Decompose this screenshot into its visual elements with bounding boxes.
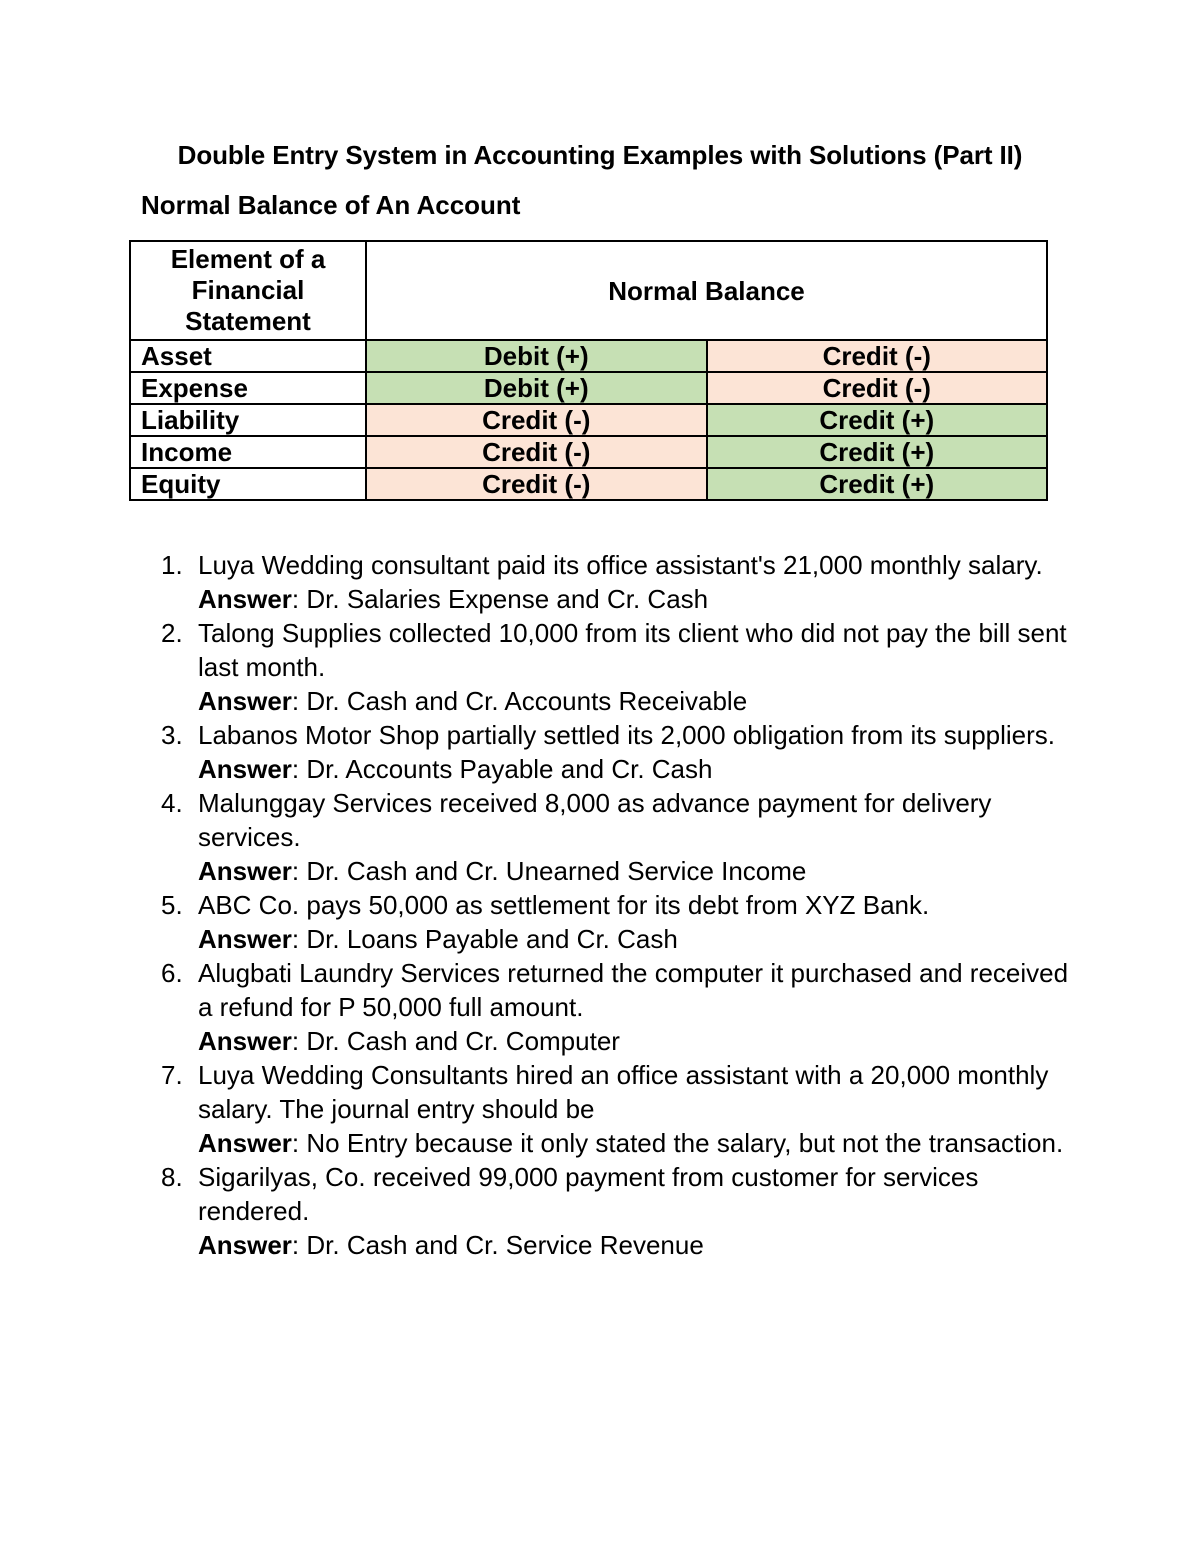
list-item	[155, 786, 1075, 888]
item-answer: : Dr. Salaries Expense and Cr. Cash	[291, 584, 709, 614]
item-answer: : No Entry because it only stated the salary, but not the transaction.	[291, 1128, 1064, 1158]
item-answer: : Dr. Cash and Cr. Unearned Service Income	[291, 856, 807, 886]
row-col1: Credit (-)	[366, 468, 707, 500]
list-item	[155, 888, 1075, 956]
row-col1: Debit (+)	[366, 372, 707, 404]
item-answer: : Dr. Cash and Cr. Computer	[291, 1026, 620, 1056]
item-number: 3.	[161, 720, 183, 750]
item-number: 5.	[161, 890, 183, 920]
answer-label: Answer	[198, 924, 292, 954]
row-name: Liability	[130, 404, 366, 436]
row-name: Equity	[130, 468, 366, 500]
table-row	[130, 468, 1047, 500]
row-col2: Credit (+)	[707, 404, 1048, 436]
item-question: Talong Supplies collected 10,000 from its client who did not pay the bill sent last month.	[198, 618, 1067, 682]
item-question: Luya Wedding Consultants hired an office assistant with a 20,000 monthly salary. The journal entry should be	[198, 1060, 1049, 1124]
list-item	[155, 718, 1075, 786]
row-name: Income	[130, 436, 366, 468]
document-title: Double Entry System in Accounting Examples with Solutions (Part II)	[177, 140, 1023, 170]
item-number: 1.	[161, 550, 183, 580]
table-row	[130, 372, 1047, 404]
table-row	[130, 340, 1047, 372]
section-subtitle: Normal Balance of An Account	[141, 190, 521, 220]
row-name: Expense	[130, 372, 366, 404]
item-question: ABC Co. pays 50,000 as settlement for its debt from XYZ Bank.	[198, 890, 930, 920]
row-col2: Credit (+)	[707, 468, 1048, 500]
list-item	[155, 1160, 1075, 1262]
header-normal-balance: Normal Balance	[366, 241, 1047, 340]
item-number: 4.	[161, 788, 183, 818]
answer-label: Answer	[198, 1026, 292, 1056]
table-row	[130, 404, 1047, 436]
item-question: Sigarilyas, Co. received 99,000 payment from customer for services rendered.	[198, 1162, 979, 1226]
answer-label: Answer	[198, 686, 292, 716]
item-number: 8.	[161, 1162, 183, 1192]
answer-label: Answer	[198, 1128, 292, 1158]
list-item	[155, 956, 1075, 1058]
item-number: 6.	[161, 958, 183, 988]
item-question: Alugbati Laundry Services returned the computer it purchased and received a refund for P 50,000 full amount.	[198, 958, 1069, 1022]
item-question: Luya Wedding consultant paid its office assistant's 21,000 monthly salary.	[198, 550, 1043, 580]
item-answer: : Dr. Loans Payable and Cr. Cash	[291, 924, 678, 954]
answer-label: Answer	[198, 584, 292, 614]
row-col2: Credit (+)	[707, 436, 1048, 468]
table-row	[130, 436, 1047, 468]
item-number: 7.	[161, 1060, 183, 1090]
item-answer: : Dr. Accounts Payable and Cr. Cash	[291, 754, 713, 784]
answer-label: Answer	[198, 1230, 292, 1260]
examples-list	[155, 548, 1075, 1262]
row-col2: Credit (-)	[707, 340, 1048, 372]
list-item	[155, 548, 1075, 616]
row-col1: Credit (-)	[366, 404, 707, 436]
item-answer: : Dr. Cash and Cr. Service Revenue	[291, 1230, 704, 1260]
row-col1: Debit (+)	[366, 340, 707, 372]
list-item	[155, 616, 1075, 718]
item-number: 2.	[161, 618, 183, 648]
item-question: Labanos Motor Shop partially settled its 2,000 obligation from its suppliers.	[198, 720, 1056, 750]
row-col1: Credit (-)	[366, 436, 707, 468]
normal-balance-table	[129, 240, 1048, 501]
table-header-row	[130, 241, 1047, 340]
answer-label: Answer	[198, 754, 292, 784]
row-name: Asset	[130, 340, 366, 372]
row-col2: Credit (-)	[707, 372, 1048, 404]
answer-label: Answer	[198, 856, 292, 886]
header-element: Element of a Financial Statement	[130, 241, 366, 340]
item-question: Malunggay Services received 8,000 as advance payment for delivery services.	[198, 788, 992, 852]
list-item	[155, 1058, 1075, 1160]
item-answer: : Dr. Cash and Cr. Accounts Receivable	[291, 686, 748, 716]
